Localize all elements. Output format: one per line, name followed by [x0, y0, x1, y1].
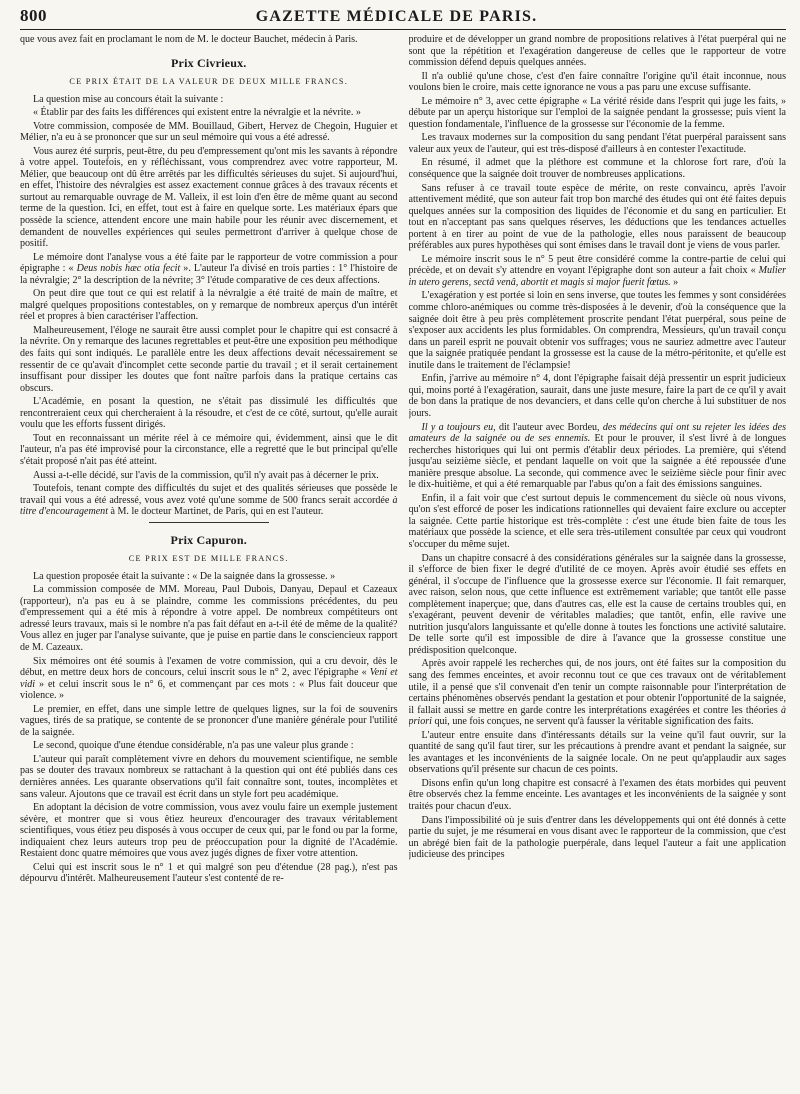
- paragraph: Enfin, j'arrive au mémoire n° 4, dont l'épigraphe faisait déjà pressentir un esprit judicieux qui, moins porté à l'exagération, saurait, dans une juste mesure, faire la part de ce qu'il y avait de bon dans la pratique de nos devanciers, et dans celle qu'on cherche à lui substituer de nos jours.: [408, 373, 786, 419]
- paragraph: Il n'a oublié qu'une chose, c'est d'en faire connaître l'origine qu'il était inconnue, nous voulons bien le croire, mais cette ignorance ne vous a pas paru une excuse suffisante.: [408, 70, 786, 94]
- paragraph: produire et de développer un grand nombre de propositions relatives à l'état puerpéral qui ne sont que la répétition et l'exagération dangereuse de celles que le rapporteur de votre commission défend depuis quelques années.: [408, 34, 786, 69]
- paragraph: Disons enfin qu'un long chapitre est consacré à l'examen des états morbides qui peuvent être observés chez la femme enceinte. Les avantages et les inconvénients de la saignée y sont traités pour chacun d'eux.: [408, 777, 786, 812]
- section-subtitle-civrieux: CE PRIX ÉTAIT DE LA VALEUR DE DEUX MILLE FRANCS.: [69, 76, 349, 86]
- text-run: qui, une fois conçues, ne servent qu'à fausser la véritable signification des faits.: [434, 716, 754, 728]
- divider: [149, 522, 269, 523]
- paragraph: L'Académie, en posant la question, ne s'était pas dissimulé les difficultés que rencontreraient ceux qui chercheraient à la résoudre, et c'est de ce côté, surtout, qu'elle aurait voulu que les efforts fussent dirigés.: [20, 396, 398, 431]
- section-title-civrieux: Prix Civrieux.: [171, 55, 247, 70]
- text-run: Après avoir rappelé les recherches qui, de nos jours, ont été faites sur la composition du sang des femmes enceintes, et avoir reconnu tout ce que ces travaux ont de véritablement utile, il a pensé que s'il convenait d'en tenir un compte raisonnable pour l'interprétation de certains phénomènes observés pendant la gestation et pour obtenir l'opportunité de la saignée, il fallait aussi se mettre en garde contre les interprétations exagérées et contre les théories: [408, 658, 786, 716]
- paragraph: « Établir par des faits les différences qui existent entre la névralgie et la névrite. »: [33, 107, 361, 119]
- text-run: » et celui inscrit sous le n° 6, et commençant par ces mots : « Plus fait douceur que violence. »: [20, 678, 398, 702]
- paragraph: Enfin, il a fait voir que c'est surtout depuis le commencement du siècle où nous vivons, qu'on s'est efforcé de poser les indications rationnelles qui devaient faire exclure ou accepter la saignée. Cette partie historique est très-complète : c'est une étude bien faite de tous les matériaux que possède la science, et elle sera très-utilement consultée par ceux qui voudront s'occuper du même sujet.: [408, 492, 786, 550]
- text-run: ». L'auteur l'a divisé en trois parties : 1° l'histoire de la névralgie; 2° la description de la névrite; 3° l'étude comparative de ces deux affections.: [20, 263, 398, 286]
- paragraph: On peut dire que tout ce qui est relatif à la névralgie a été traité de main de maître, et malgré quelques propositions contestables, on y remarque de nombreux aperçus d'un intérêt réel et propres à bien caractériser l'affection.: [20, 288, 398, 323]
- paragraph: L'auteur entre ensuite dans d'intéressants détails sur la veine qu'il faut ouvrir, sur la quantité de sang qu'il faut tirer, sur les précautions à prendre avant et pendant la saignée, sur les avantages et les inconvénients de la saignée locale. On ne peut qu'applaudir aux sages observations qu'il présente sur chacun de ces points.: [408, 729, 786, 776]
- paragraph: [409, 658, 787, 727]
- journal-title: GAZETTE MÉDICALE DE PARIS.: [255, 8, 538, 25]
- epigraph: Veni et vidi: [20, 667, 398, 690]
- paragraph: [409, 254, 787, 289]
- italic-text: à priori: [408, 704, 786, 728]
- right-column: [409, 34, 787, 1084]
- paragraph: En adoptant la décision de votre commission, vous avez voulu faire un exemple justement sévère, et montrer que si vous êtiez heureux d'encourager des travaux véritablement scientifiques, vous étiez peu disposés à vous occuper de ceux qui, par le fond ou par la forme, indiquaient chez leurs auteurs trop peu de préoccupation pour la dignité de l'Académie. Restaient donc quatre mémoires que vous avez jugés dignes de fixer votre attention.: [20, 802, 398, 860]
- paragraph: Tout en reconnaissant un mérite réel à ce mémoire qui, évidemment, ainsi que le dit l'auteur, n'a pas été improvisé pour la circonstance, elle a regretté que le but principal qu'elle s'était proposé n'ait pas été atteint.: [20, 432, 398, 467]
- section-subtitle-capuron: CE PRIX EST DE MILLE FRANCS.: [128, 553, 289, 563]
- text-run: Le mémoire dont l'analyse vous a été faite par le rapporteur de votre commission a pour épigraphe : «: [20, 251, 398, 275]
- paragraph: L'exagération y est portée si loin en sens inverse, que toutes les femmes y sont considérées comme chloro-anémiques ou comme très-disposées à le devenir, d'où la conséquence que la saignée doit être à peu près complètement proscrite pendant l'état puerpéral, sous peine de s'exposer aux accidents les plus formidables. On comprendra, Messieurs, qu'un travail conçu dans un pareil esprit ne pouvait obtenir vos suffrages; vous ne sauriez admettre avec l'auteur que la saignée pratiquée pendant la grossesse est la cause de la métro-péritonite, et qu'elle est inutile dans le traitement de l'éclampsie!: [408, 290, 786, 371]
- paragraph: que vous avez fait en proclamant le nom de M. le docteur Bauchet, médecin à Paris.: [20, 34, 358, 45]
- text-run: Toutefois, tenant compte des difficultés du sujet et des qualités sérieuses que possède le travail qui vous a été adressé, vous avez voté qu'une somme de 500 francs serait accordée: [20, 483, 398, 506]
- italic-text: Il y a toujours eu,: [421, 421, 496, 433]
- text-run: Six mémoires ont été soumis à l'examen de votre commission, qui a cru devoir, dès le début, en mettre deux hors de concours, celui inscrit sous le n° 2, avec l'épigraphe «: [20, 655, 398, 679]
- paragraph: L'auteur qui paraît complètement vivre en dehors du mouvement scientifique, ne semble pas se douter des travaux nombreux se rattachant à la question qui ont été publiés dans ces dernières années. Les quarante observations qu'il fait connaître sont, toutes, incomplètes et sans valeur. Ajoutons que ce travail est écrit dans un style fort peu académique.: [20, 753, 398, 800]
- paragraph: La question proposée était la suivante : « De la saignée dans la grossesse. »: [33, 570, 336, 582]
- paragraph: Le mémoire n° 3, avec cette épigraphe « La vérité réside dans l'esprit qui juge les faits, » débute par un aperçu historique sur l'emploi de la saignée pendant la grossesse; puis vient la question fondamentale, l'influence de la grossesse sur l'économie de la femme.: [408, 95, 786, 130]
- epigraph: Deus nobis hæc otia fecit: [76, 263, 181, 275]
- paragraph: Malheureusement, l'éloge ne saurait être aussi complet pour le chapitre qui est consacré à la névrite. On y remarque des lacunes regrettables et peut-être une exposition peu méthodique des faits qui sont indiqués. Le parallèle entre les deux affections devait nécessairement se ressentir de ce qu'avait d'incomplet cette seconde partie du travail ; et il serait certainement insuffisant pour dissiper les doutes que font naître parfois dans la pratique certains cas obscurs.: [20, 324, 398, 394]
- paragraph: Le second, quoique d'une étendue considérable, n'a pas une valeur plus grande :: [33, 740, 354, 752]
- paragraph: Dans un chapitre consacré à des considérations générales sur la saignée dans la grossesse, il s'efforce de bien fixer le degré d'utilité de ce moyen. Après avoir étudié ses effets en général, il s'occupe de l'influence que la grossesse exerce sur l'économie. Il fait remarquer, avec raison, selon nous, que cette influence est extrêmement variable; que tantôt elle passe complètement inaperçue; que, dans d'autres cas, elle est la cause de certains troubles qui, en s'exagérant, peuvent devenir de véritables maladies; que tantôt, enfin, elle ravive une nutrition jusqu'alors languissante et qu'elle donne à toutes les fonctions une activité salutaire. De telle sorte qu'il est impossible de dire à l'avance que la grossesse constitue une prédisposition quelconque.: [408, 552, 786, 656]
- paragraph: Sans refuser à ce travail toute espèce de mérite, on reste convaincu, après l'avoir attentivement médité, que son auteur fait trop bon marché des études qui ont été faites depuis quelques années sur la composition des liquides de l'économie et du sang en particulier. Et tout en n'acceptant pas sans quelques réserves, les déductions que les tendances actuelles portent à en tirer au point de vue de la pathologie, elles nous paraissent de beaucoup préférables aux pures hypothèses qui sont émises dans le travail dont je viens de vous parler.: [408, 182, 786, 252]
- paragraph: La commission composée de MM. Moreau, Paul Dubois, Danyau, Depaul et Cazeaux (rapporteur), n'a pas eu à se plaindre, comme les commissions précédentes, du peu d'empressement qui a été mis à répondre à votre appel. De nombreux compétiteurs ont adressé leurs travaux, mais si le nombre n'a pas fait défaut en a-t-il été de même de la qualité? Vous allez en juger par l'analyse suivante, que je puise en partie dans le consciencieux rapport de M. Cazeaux.: [20, 584, 398, 653]
- paragraph: [20, 656, 398, 702]
- paragraph: [20, 252, 398, 287]
- paragraph: Le premier, en effet, dans une simple lettre de quelques lignes, sur la foi de souvenirs vagues, tirés de sa pratique, se contente de se prononcer d'une manière générale pour l'utilité de la saignée.: [20, 703, 398, 738]
- page-number: 800: [20, 6, 47, 25]
- text-run: à M. le docteur Martinet, de Paris, qui en est l'auteur.: [110, 506, 324, 518]
- epigraph: Mulier in utero gerens, sectâ venâ, abortit et magis si major fuerit fœtus.: [408, 265, 786, 288]
- paragraph: La question mise au concours était la suivante :: [33, 93, 224, 105]
- page-header: [20, 0, 786, 30]
- paragraph: Les travaux modernes sur la composition du sang pendant l'état puerpéral paraissent sans valeur aux yeux de l'auteur, qui est très-disposé d'ailleurs à en contester l'exactitude.: [408, 132, 786, 155]
- text-run: »: [673, 276, 679, 288]
- left-column: [20, 34, 398, 1084]
- text-run: dit l'auteur avec Bordeu,: [498, 421, 600, 433]
- section-title-capuron: Prix Capuron.: [170, 532, 247, 547]
- text-run: Et pour le prouver, il s'est livré à de longues recherches historiques qui lui ont permis d'établir deux périodes. La première, qui s'étend jusqu'au seizième siècle, et pendant laquelle on voit que la saignée a été repoussée d'une manière presque absolue. La seconde, qui commence avec le seizième siècle pour finir avec le dix-huitième, et qui a été remarquable par l'abus qu'on a fait des émissions sanguines.: [408, 433, 786, 491]
- paragraph: Aussi a-t-elle décidé, sur l'avis de la commission, qu'il n'y avait pas à décerner le prix.: [33, 469, 379, 481]
- paragraph: En résumé, il admet que la pléthore est commune et la chlorose fort rare, d'où la conséquence que la saignée doit trouver de nombreuses applications.: [408, 157, 786, 181]
- italic-text: des médecins qui ont su rejeter les idées des amateurs de la saignée ou de ses ennemis.: [408, 421, 786, 445]
- paragraph: [409, 422, 787, 491]
- paragraph: Celui qui est inscrit sous le n° 1 et qui malgré son peu d'étendue (28 pag.), n'est pas dépourvu d'intérêt. Malheureusement l'auteur s'est contenté de re-: [20, 861, 398, 885]
- paragraph: Dans l'impossibilité où je suis d'entrer dans les développements qui ont été donnés à cette partie du sujet, je me résumerai en vous disant avec le rapporteur de la commission, que c'est un abrégé bien fait de la pathologie puerpérale, dans lequel l'auteur a fait une application judicieuse des principes: [408, 814, 786, 861]
- text-run: Le mémoire inscrit sous le n° 5 peut être considéré comme la contre-partie de celui qui précède, et on devait s'y attendre en voyant l'épigraphe dont son auteur a fait choix «: [408, 253, 786, 277]
- article-columns: [20, 34, 786, 1084]
- paragraph: Votre commission, composée de MM. Bouillaud, Gibert, Hervez de Chegoin, Huguier et Mélier, n'a eu à se prononcer que sur un seul mémoire qui vous a été adressé.: [20, 120, 398, 144]
- italic-text: à titre d'encouragement: [20, 494, 398, 518]
- paragraph: [20, 483, 398, 518]
- paragraph: Vous aurez été surpris, peut-être, du peu d'empressement qu'ont mis les savants à répondre à votre appel. Toutefois, en y réfléchissant, vous comprendrez avec votre rapporteur, M. Mélier, que beaucoup ont dû être arrêtés par les difficultés sérieuses du sujet. Si aujourd'hui, en effet, l'histoire des névralgies est assez exactement connue grâces à des travaux récents et surtout au remarquable ouvrage de M. Valleix, il est loin d'en être de même quant au second terme de la question. Ici, en effet, tout est à faire en quelque sorte. Les matériaux épars que possède la science, attendent encore une main habile pour les réunir avec discernement, et demandent de nouvelles expériences qui seules permettront d'arriver à quelque chose de positif.: [20, 145, 398, 250]
